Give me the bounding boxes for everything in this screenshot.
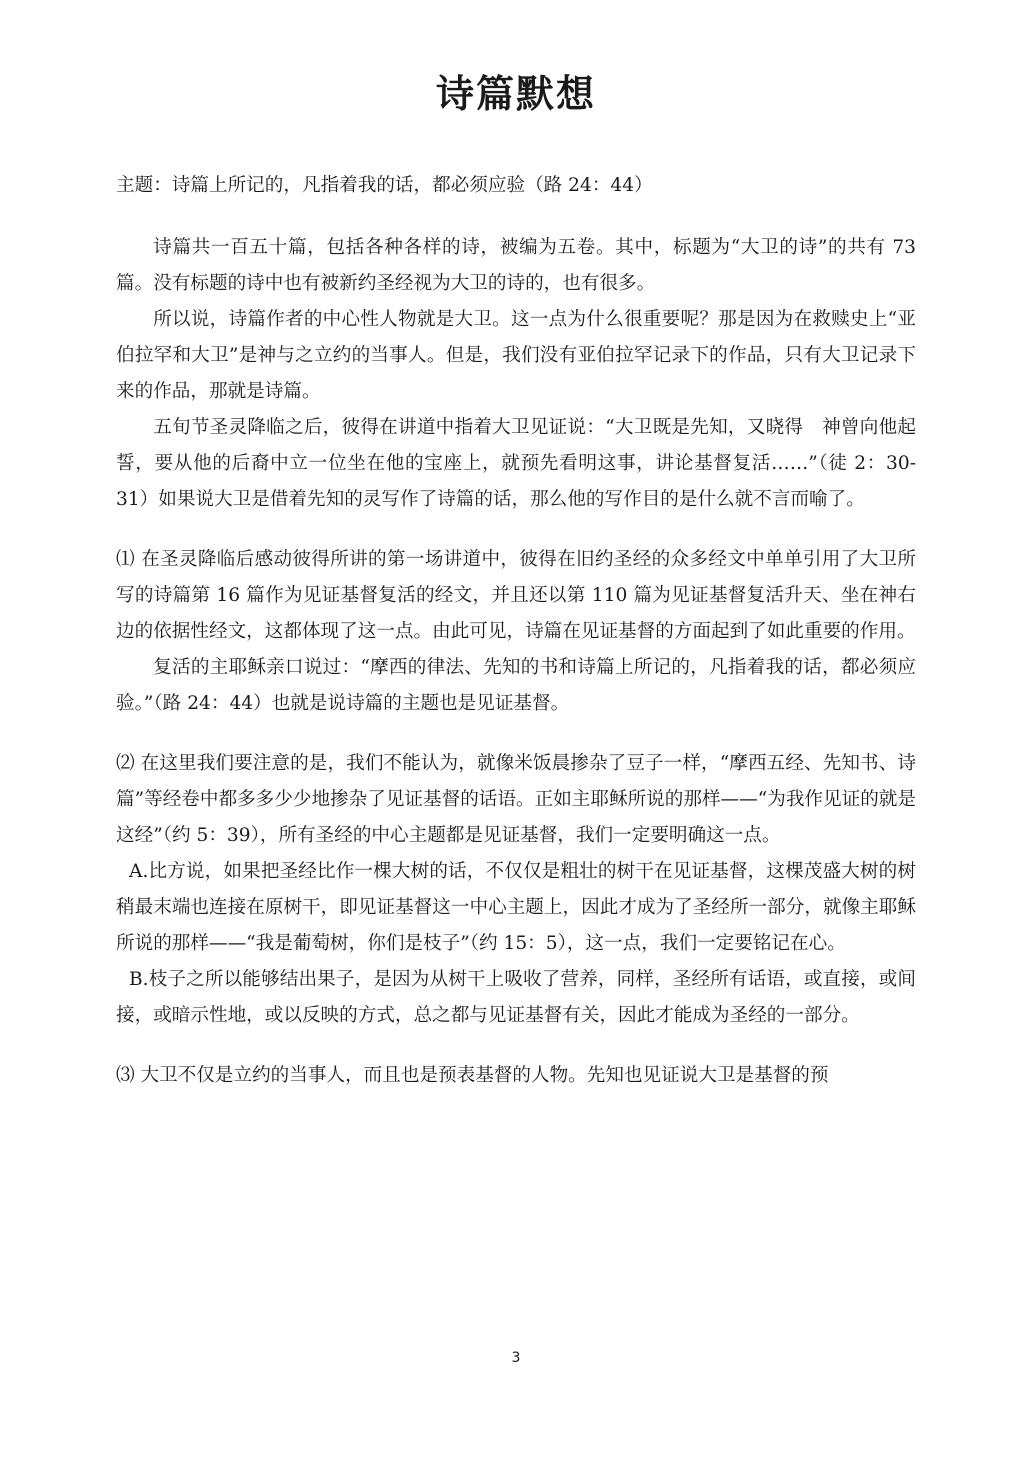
page-number: 3 [511,1350,521,1366]
point-1: ⑴ 在圣灵降临后感动彼得所讲的第一场讲道中，彼得在旧约圣经的众多经文中单单引用了大卫所写的诗篇第 16 篇作为见证基督复活的经文，并且还以第 110 篇为见证基督复活升天、坐在神右边的依据性经文，这都体现了这一点。由此可见，诗篇在见证基督的方面起到了如此重要的作用。 [116,549,916,642]
document-body [116,168,916,1094]
point-3: ⑶ 大卫不仅是立约的当事人，而且也是预表基督的人物。先知也见证说大卫是基督的预 [116,1065,829,1086]
paragraph-intro: 诗篇共一百五十篇，包括各种各样的诗，被编为五卷。其中，标题为“大卫的诗”的共有 73 篇。没有标题的诗中也有被新约圣经视为大卫的诗的，也有很多。 [116,237,916,294]
paragraph-pentecost: 五旬节圣灵降临之后，彼得在讲道中指着大卫见证说：“大卫既是先知，又晓得 神曾向他起誓，要从他的后裔中立一位坐在他的宝座上，就预先看明这事，讲论基督复活……”（徒 2：30-31）如果说大卫是借着先知的灵写作了诗篇的话，那么他的写作目的是什么就不言而喻了。 [116,417,916,510]
paragraph-author: 所以说，诗篇作者的中心性人物就是大卫。这一点为什么很重要呢？那是因为在救赎史上“亚伯拉罕和大卫”是神与之立约的当事人。但是，我们没有亚伯拉罕记录下的作品，只有大卫记录下来的作品，那就是诗篇。 [116,309,916,402]
theme-line: 主题：诗篇上所记的，凡指着我的话，都必须应验（路 24：44） [116,175,653,196]
page-title: 诗篇默想 [435,72,596,116]
paragraph-resurrection: 复活的主耶稣亲口说过：“摩西的律法、先知的书和诗篇上所记的，凡指着我的话，都必须应验。”（路 24：44）也就是说诗篇的主题也是见证基督。 [116,657,916,714]
point-2: ⑵ 在这里我们要注意的是，我们不能认为，就像米饭晨掺杂了豆子一样，“摩西五经、先知书、诗篇”等经卷中都多多少少地掺杂了见证基督的话语。正如主耶稣所说的那样——“为我作见证的就是这经”（约 5：39），所有圣经的中心主题都是见证基督，我们一定要明确这一点。 [116,753,916,846]
point-2-a: A.比方说，如果把圣经比作一棵大树的话，不仅仅是粗壮的树干在见证基督，这棵茂盛大树的树稍最末端也连接在原树干，即见证基督这一中心主题上，因此才成为了圣经所一部分，就像主耶稣所说的那样——“我是葡萄树，你们是枝子”（约 15：5），这一点，我们一定要铭记在心。 [116,861,916,954]
point-2-b: B.枝子之所以能够结出果子，是因为从树干上吸收了营养，同样，圣经所有话语，或直接，或间接，或暗示性地，或以反映的方式，总之都与见证基督有关，因此才能成为圣经的一部分。 [116,969,916,1026]
